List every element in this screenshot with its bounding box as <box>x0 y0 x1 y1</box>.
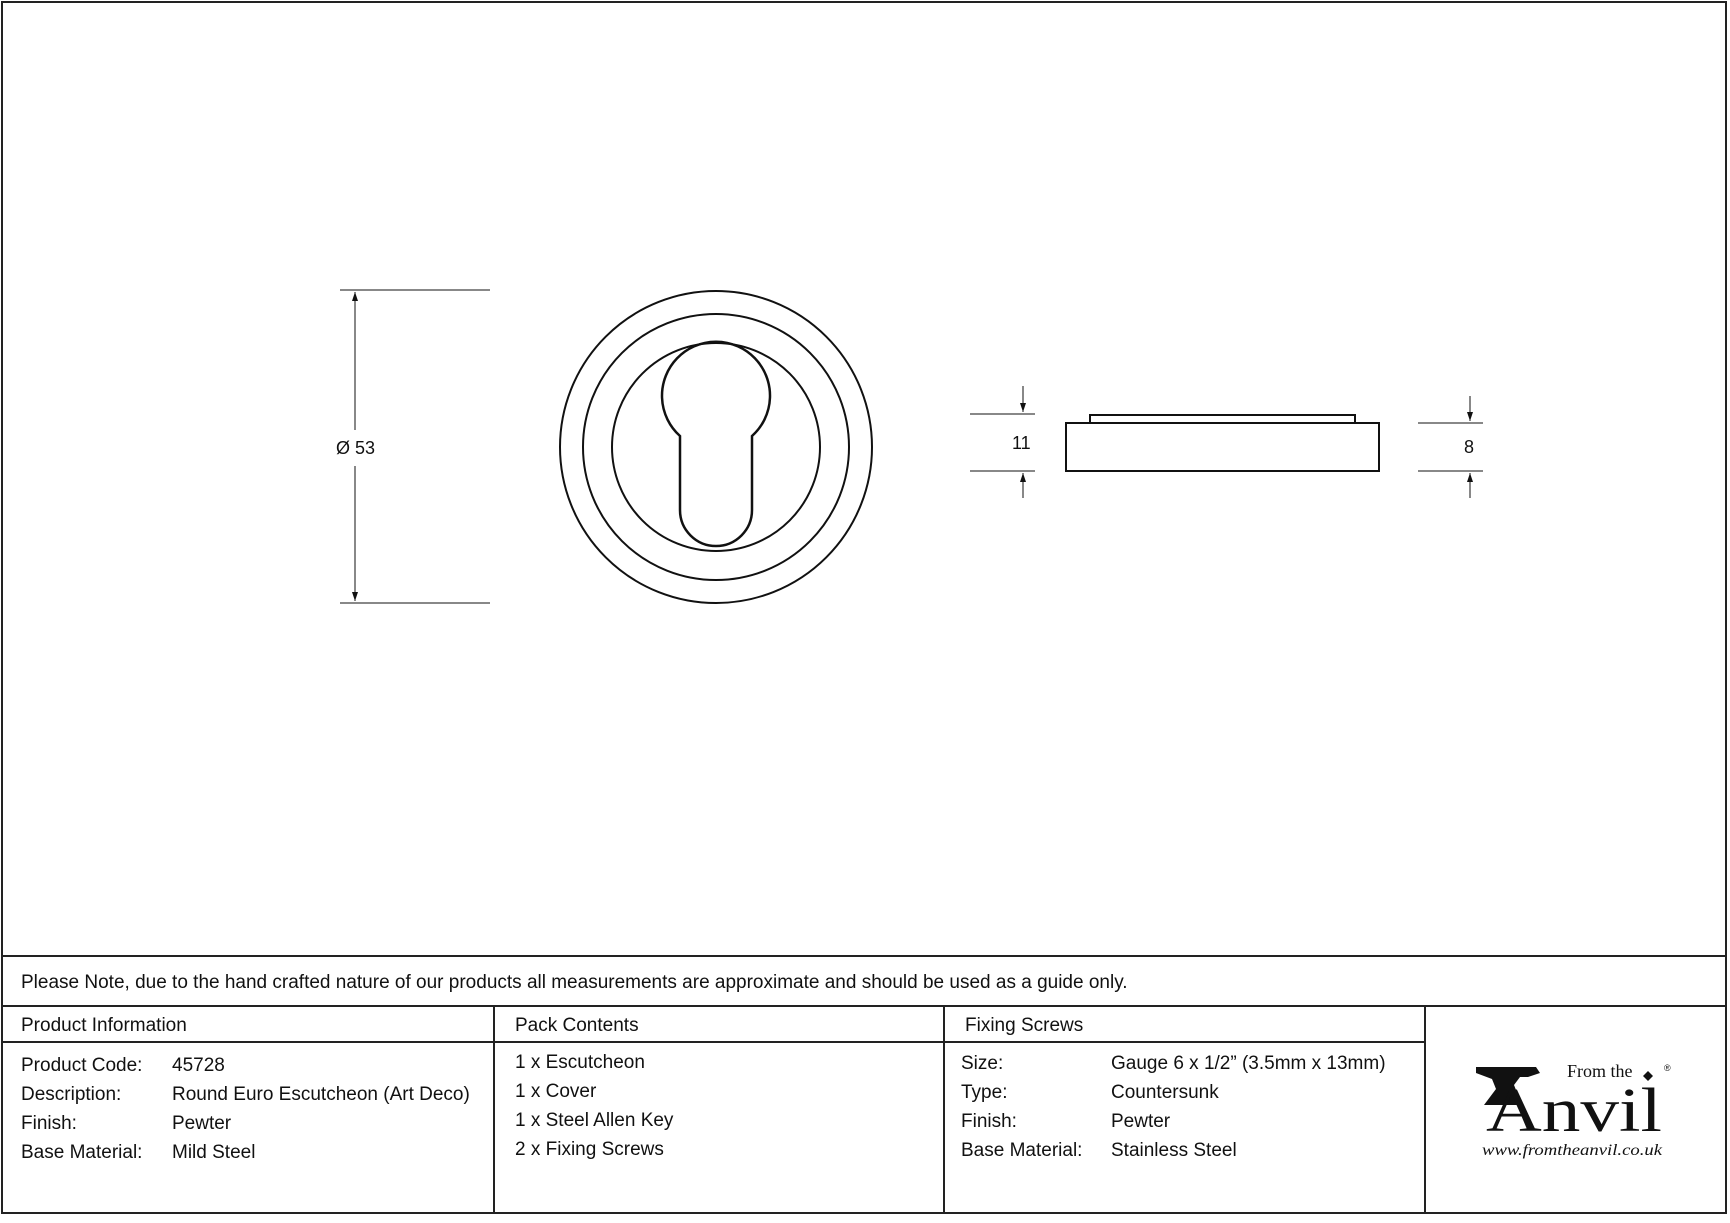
list-item: 1 x Cover <box>515 1081 597 1102</box>
row-label: Product Code: <box>21 1055 143 1076</box>
description-row <box>21 1084 483 1113</box>
height-total-label: 11 <box>1012 433 1031 453</box>
row-label: Finish: <box>961 1111 1017 1132</box>
screw-finish-row <box>961 1111 1414 1140</box>
pack-contents-panel <box>495 1007 943 1214</box>
list-item: 2 x Fixing Screws <box>515 1139 664 1160</box>
base-material-row <box>21 1142 483 1171</box>
screw-size-value: Gauge 6 x 1/2” (3.5mm x 13mm) <box>1111 1053 1386 1074</box>
escutcheon-front-view <box>560 291 872 603</box>
height-base-label: 8 <box>1464 437 1475 457</box>
logo-from-the: From the <box>1567 1061 1633 1081</box>
logo-brand: Anvil <box>1486 1077 1662 1145</box>
screw-type-value: Countersunk <box>1111 1082 1219 1103</box>
screw-size-row <box>961 1053 1414 1082</box>
screw-type-row <box>961 1082 1414 1111</box>
pack-contents-list <box>515 1052 933 1168</box>
from-the-anvil-logo <box>1424 1007 1727 1214</box>
diameter-label: Ø 53 <box>336 438 376 458</box>
registered-mark: ® <box>1664 1063 1671 1073</box>
fixing-screws-heading: Fixing Screws <box>965 1015 1084 1036</box>
product-info-heading: Product Information <box>21 1015 187 1036</box>
product-info-rows <box>21 1055 483 1171</box>
row-label: Description: <box>21 1084 122 1105</box>
screw-material-value: Stainless Steel <box>1111 1140 1237 1161</box>
row-label: Size: <box>961 1053 1004 1074</box>
row-label: Base Material: <box>961 1140 1083 1161</box>
row-label: Type: <box>961 1082 1008 1103</box>
fixing-screws-header <box>945 1007 1424 1043</box>
list-item: 1 x Escutcheon <box>515 1052 645 1073</box>
screw-finish-value: Pewter <box>1111 1111 1171 1132</box>
base-material-value: Mild Steel <box>172 1142 256 1163</box>
logo-url: www.fromtheanvil.co.uk <box>1482 1142 1664 1159</box>
description-value: Round Euro Escutcheon (Art Deco) <box>172 1084 470 1105</box>
keyhole-shape <box>662 342 770 546</box>
fixing-screws-panel <box>945 1007 1424 1214</box>
escutcheon-side-view <box>1066 415 1379 471</box>
list-item: 1 x Steel Allen Key <box>515 1110 674 1131</box>
finish-value: Pewter <box>172 1113 232 1134</box>
pack-contents-header <box>495 1007 943 1043</box>
finish-row <box>21 1113 483 1142</box>
product-info-panel <box>1 1007 493 1214</box>
product-code-value: 45728 <box>172 1055 225 1076</box>
row-label: Finish: <box>21 1113 77 1134</box>
fixing-screws-rows <box>961 1053 1414 1169</box>
pack-contents-heading: Pack Contents <box>515 1015 639 1036</box>
row-label: Base Material: <box>21 1142 143 1163</box>
screw-material-row <box>961 1140 1414 1169</box>
note-row <box>1 955 1727 1007</box>
product-info-header <box>1 1007 493 1043</box>
product-code-row <box>21 1055 483 1084</box>
measurement-note: Please Note, due to the hand crafted nature of our products all measurements are approximate and should be used as a guide only. <box>21 972 1128 993</box>
